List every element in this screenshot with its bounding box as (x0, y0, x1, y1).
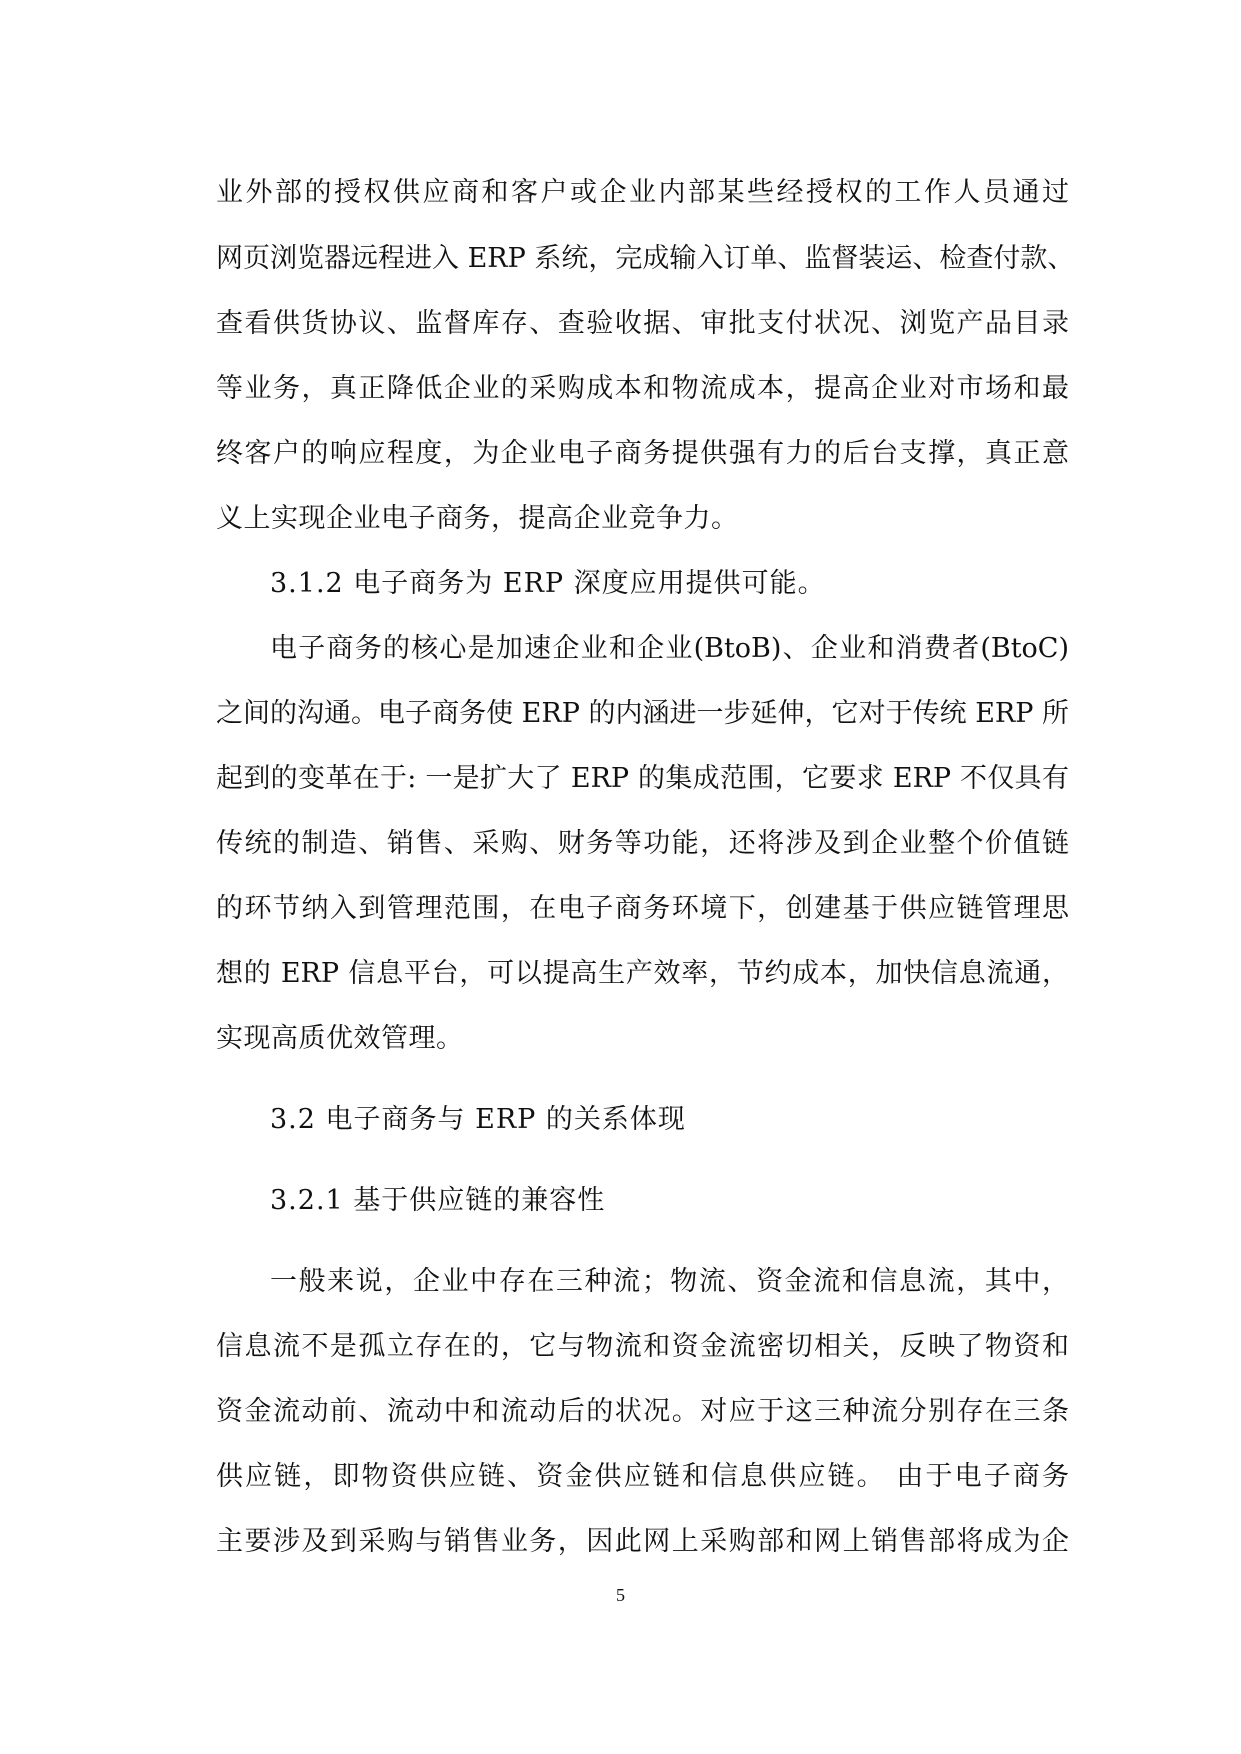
paragraph-1-line-6: 义上实现企业电子商务，提高企业竞争力。 (216, 503, 739, 534)
paragraph-1-line-4: 等业务，真正降低企业的采购成本和物流成本，提高企业对市场和最 (216, 373, 1069, 404)
section-heading-3-2: 3.2 电子商务与 ERP 的关系体现 (270, 1104, 686, 1135)
paragraph-2-line-1: 电子商务的核心是加速企业和企业(BtoB)、企业和消费者(BtoC) (270, 633, 1069, 664)
paragraph-2-line-4: 传统的制造、销售、采购、财务等功能，还将涉及到企业整个价值链 (216, 828, 1069, 859)
section-heading-3-2-1: 3.2.1 基于供应链的兼容性 (270, 1185, 606, 1216)
page-number: 5 (616, 1585, 625, 1605)
paragraph-3-line-1: 一般来说，企业中存在三种流；物流、资金流和信息流，其中， (270, 1266, 1069, 1297)
section-heading-3-1-2: 3.1.2 电子商务为 ERP 深度应用提供可能。 (270, 568, 826, 599)
paragraph-2-line-5: 的环节纳入到管理范围，在电子商务环境下，创建基于供应链管理思 (216, 893, 1069, 924)
paragraph-2-line-3: 起到的变革在于: 一是扩大了 ERP 的集成范围，它要求 ERP 不仅具有 (216, 763, 1069, 794)
paragraph-2-line-7: 实现高质优效管理。 (216, 1023, 464, 1054)
paragraph-2-line-2: 之间的沟通。电子商务使 ERP 的内涵进一步延伸，它对于传统 ERP 所 (216, 698, 1069, 729)
paragraph-1-line-1: 业外部的授权供应商和客户或企业内部某些经授权的工作人员通过 (216, 177, 1069, 208)
paragraph-2-line-6: 想的 ERP 信息平台，可以提高生产效率，节约成本，加快信息流通， (216, 958, 1069, 989)
paragraph-3-line-3: 资金流动前、流动中和流动后的状况。对应于这三种流分别存在三条 (216, 1396, 1069, 1427)
paragraph-3-line-5: 主要涉及到采购与销售业务，因此网上采购部和网上销售部将成为企 (216, 1526, 1069, 1557)
paragraph-3-line-4: 供应链，即物资供应链、资金供应链和信息供应链。 由于电子商务 (216, 1461, 1069, 1492)
paragraph-1-line-5: 终客户的响应程度，为企业电子商务提供强有力的后台支撑，真正意 (216, 438, 1069, 469)
paragraph-1-line-3: 查看供货协议、监督库存、查验收据、审批支付状况、浏览产品目录 (216, 308, 1069, 339)
paragraph-3-line-2: 信息流不是孤立存在的，它与物流和资金流密切相关，反映了物资和 (216, 1331, 1069, 1362)
paragraph-1-line-2: 网页浏览器远程进入 ERP 系统，完成输入订单、监督装运、检查付款、 (216, 243, 1075, 274)
